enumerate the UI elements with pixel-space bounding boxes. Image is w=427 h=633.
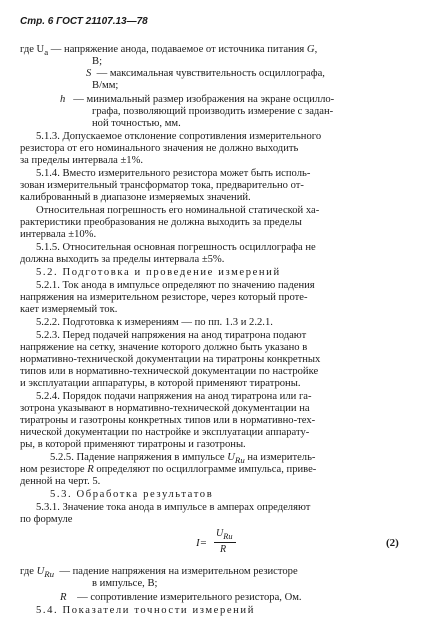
formula-current [196,528,276,558]
text-line: нической документации по настройке и эксплуатации аппарату- [20,427,310,438]
text-line: 5.2.4. Порядок подачи напряжения на анод тиратрона или га- [36,391,312,402]
formula-denominator: R [220,544,227,555]
text-line: тиратроны и газотроны конкретных типов или в нормативно-тех- [20,415,316,426]
text-line: где $U_а$ — напряжение анода, подаваемое от источника питания G, [20,44,318,58]
text-line: 5.1.4. Вместо измерительного резистора может быть исполь- [36,168,311,179]
text-line: рактеристики преобразования не должна выходить за пределы [20,217,302,228]
text-line: 5.2.1. Ток анода в импульсе определяют по значению падения [36,280,315,291]
text-line: Относительная погрешность его номинальной статической ха- [36,205,320,216]
page-header: Стр. 6 ГОСТ 21107.13—78 [20,16,148,27]
text-line: 5.1.5. Относительная основная погрешность осциллографа не [36,242,316,253]
text-line: нормативно-технической документации на тиратроны конкретных [20,354,321,365]
text-line: напряжение на сетку, значение которого должно быть указано в [20,342,308,353]
formula-lhs: I= [196,537,208,549]
text-line: типов или в нормативно-технической документации по настройке [20,366,319,377]
text-line: 5.1.3. Допускаемое отклонение сопротивления измерительного [36,131,322,142]
text-line: 5.2.5. Падение напряжения в импульсе $U_{Rи}$ на измеритель- [50,452,316,466]
text-line: зотрона указывают в нормативно-технической документации на [20,403,310,414]
text-line: 5.2.2. Подготовка к измерениям — по пп. 1.3 и 2.2.1. [36,317,273,328]
text-line: ной точностью, мм. [92,118,181,129]
equation-number: (2) [386,537,399,549]
text-line: где $U_{Rи}$ — падение напряжения на измерительном резисторе [20,566,298,580]
section-heading: 5.3. Обработка результатов [50,489,214,500]
text-line: интервала ±10%. [20,229,97,240]
text-line: ном резисторе R определяют по осциллограмме импульса, приве- [20,464,317,475]
text-line: 5.3.1. Значение тока анода в импульсе в амперах определяют [36,502,311,513]
text-line: графа, позволяющий производить измерение с задан- [92,106,334,117]
text-line: в импульсе, В; [92,578,158,589]
text-line: за пределы интервала ±1%. [20,155,144,166]
section-heading: 5.2. Подготовка и проведение измерений [36,267,281,278]
text-line: и эксплуатации аппаратуры, в которой применяют тиратроны. [20,378,301,389]
text-line: зован измерительный трансформатор тока, предварительно от- [20,180,304,191]
formula-numerator: $U_{Rи}$ [216,528,233,541]
text-line: S — максимальная чувствительность осциллографа, [86,68,325,79]
text-line: В; [92,56,103,67]
text-line: h — минимальный размер изображения на экране осцилло- [60,94,335,105]
text-line: ры, в которой применяют тиратроны и газотроны. [20,439,246,450]
text-line: 5.2.3. Перед подачей напряжения на анод тиратрона подают [36,330,307,341]
text-line: В/мм; [92,80,119,91]
text-line: резистора от его номинального значения не должно выходить [20,143,299,154]
text-line: калиброванный в диапазоне измеряемых значений. [20,192,251,203]
fraction-bar [214,542,236,543]
text-line: денной на черт. 5. [20,476,101,487]
text-line: по формуле [20,514,73,525]
text-line: должна выходить за пределы интервала ±5%. [20,254,225,265]
section-heading: 5.4. Показатели точности измерений [36,605,255,616]
text-line: напряжения на измерительном резисторе, через который протe- [20,292,308,303]
text-line: R — сопротивление измерительного резистора, Ом. [60,592,302,603]
text-line: кает измеряемый ток. [20,304,118,315]
